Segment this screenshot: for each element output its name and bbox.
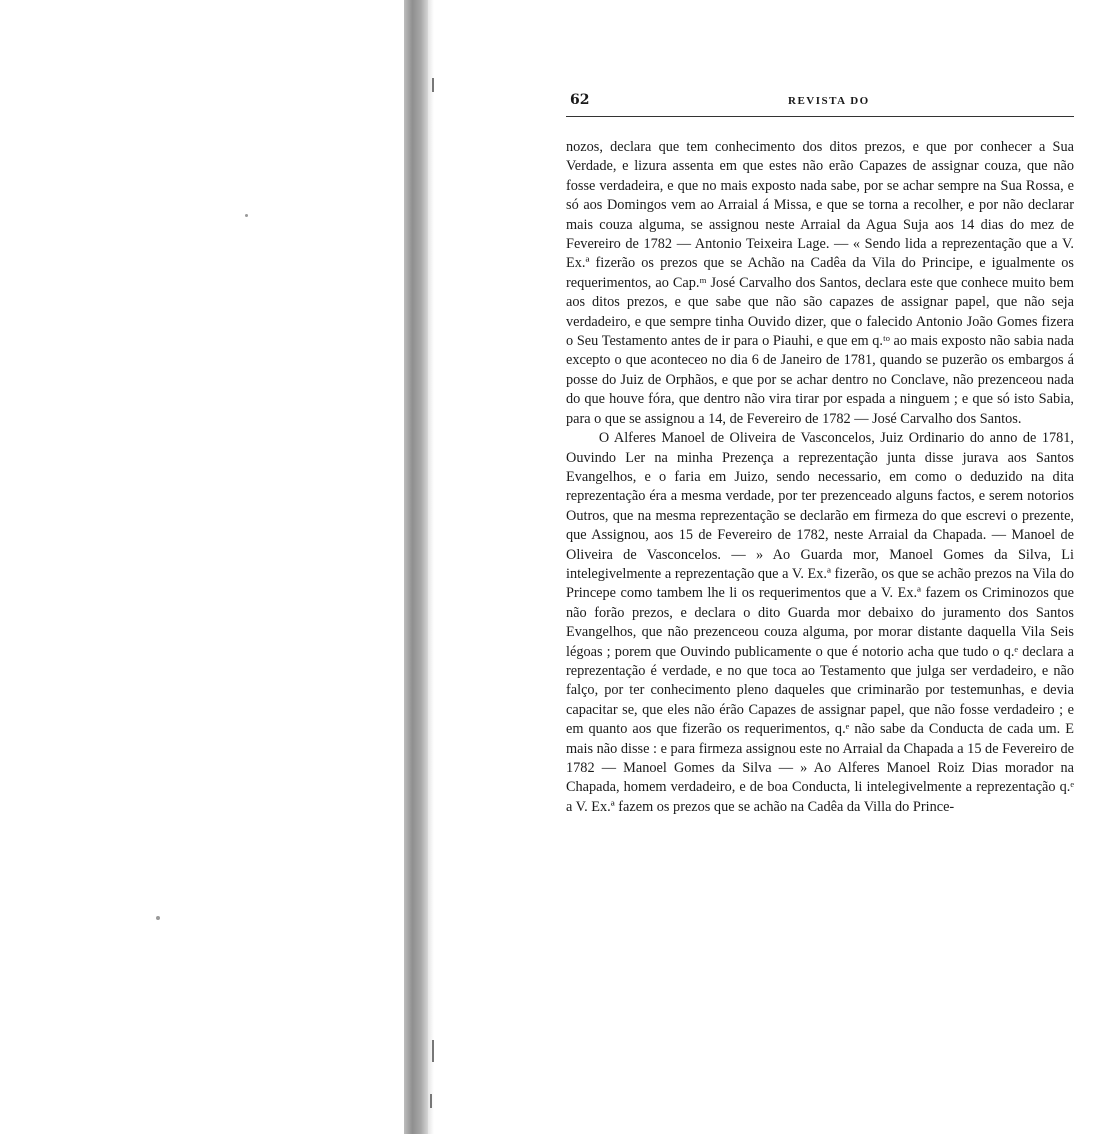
book-gutter bbox=[404, 0, 428, 1134]
scan-speck bbox=[245, 214, 248, 217]
gutter-shadow bbox=[428, 0, 434, 1134]
margin-mark bbox=[432, 1040, 434, 1062]
margin-mark bbox=[432, 78, 434, 92]
paragraph: O Alferes Manoel de Oliveira de Vasconcelos, Juiz Ordinario do anno de 1781, Ouvindo Ler na minha Prezença a reprezentação junta disse jurava aos Santos Evangelhos, e o faria em Juizo, sendo necessario, em como o deduzido na dita reprezentação éra a mesma verdade, por ter prezenceado alguns factos, e serem notorios Outros, que na mesma reprezentação se declarão em firmeza do que escrevi o prezente, que Assignou, aos 15 de Fevereiro de 1782, neste Arraial da Chapada. — Manoel de Oliveira de Vasconcelos. — » Ao Guarda mor, Manoel Gomes da Silva, Li intelegivelmente a reprezentação que a V. Ex.ª fizerão, os que se achão prezos na Vila do Princepe como tambem lhe li os requerimentos que a V. Ex.ª fazem os Criminozos que não forão prezos, e declara o dito Guarda mor debaixo do juramento dos Santos Evangelhos, que não prezenceou couza alguma, por morar distante daquella Vila Seis légoas ; porem que Ouvindo publicamente o que é notorio acha que tudo o q.ᵉ declara a reprezentação é verdade, e no que toca ao Testamento que julga ser verdadeiro, e não falço, por ter conhecimento pleno daqueles que criminarão por testemunhas, e devia capacitar se, que eles não érão Capazes de assignar papel, que não fosse verdadeiro ; e em quanto aos que fizerão os requerimentos, q.ᵉ não sabe da Conducta de cada um. E mais não disse : e para firmeza assignou este no Arraial da Chapada a 15 de Fevereiro de 1782 — Manoel Gomes da Silva — » Ao Alferes Manoel Roiz Dias morador na Chapada, homem verdadeiro, e de boa Conducta, li intelegivelmente a reprezentação q.ᵉ a V. Ex.ª fazem os prezos que se achão na Cadêa da Villa do Prince- bbox=[566, 430, 1074, 815]
header-rule bbox=[566, 116, 1074, 117]
page-body bbox=[566, 138, 1074, 817]
paragraph: nozos, declara que tem conhecimento dos ditos prezos, e que por conhecer a Sua Verdade, e lizura assenta em que estes não erão Capazes de assignar couza, que não fosse verdadeira, e que no mais exposto nada sabe, por se achar sempre na Sua Rossa, e só aos Domingos vem ao Arraial á Missa, e que se torna a recolher, e por não declarar mais couza alguma, se assignou neste Arraial da Agua Suja aos 14 dias do mez de Fevereiro de 1782 — Antonio Teixeira Lage. — « Sendo lida a reprezentação que a V. Ex.ª fizerão os prezos que se Achão na Cadêa da Vila do Principe, e igualmente os requerimentos, ao Cap.ᵐ José Carvalho dos Santos, declara este que conhece muito bem aos ditos prezos, e que sabe que não são capazes de assignar papel, que não seja verdadeiro, e que sempre tinha Ouvido dizer, que o falecido Antonio João Gomes fizera o Seu Testamento antes de ir para o Piauhi, e que em q.ᵗᵒ ao mais exposto não sabia nada excepto o que aconteceo no dia 6 de Janeiro de 1781, quando se puzerão os embargos á posse do Juiz de Orphãos, e que por se achar dentro no Conclave, não prezenceou nada do que houve fóra, que dentro não vira tirar por espada a ninguem ; e que só isto Sabia, para o que se assignou a 14, de Fevereiro de 1782 — José Carvalho dos Santos. bbox=[566, 139, 1074, 427]
page-header bbox=[566, 92, 1074, 112]
running-head: REVISTA DO bbox=[788, 95, 870, 107]
page-number: 62 bbox=[570, 92, 590, 108]
scan-speck bbox=[156, 916, 160, 920]
margin-mark bbox=[430, 1094, 432, 1108]
